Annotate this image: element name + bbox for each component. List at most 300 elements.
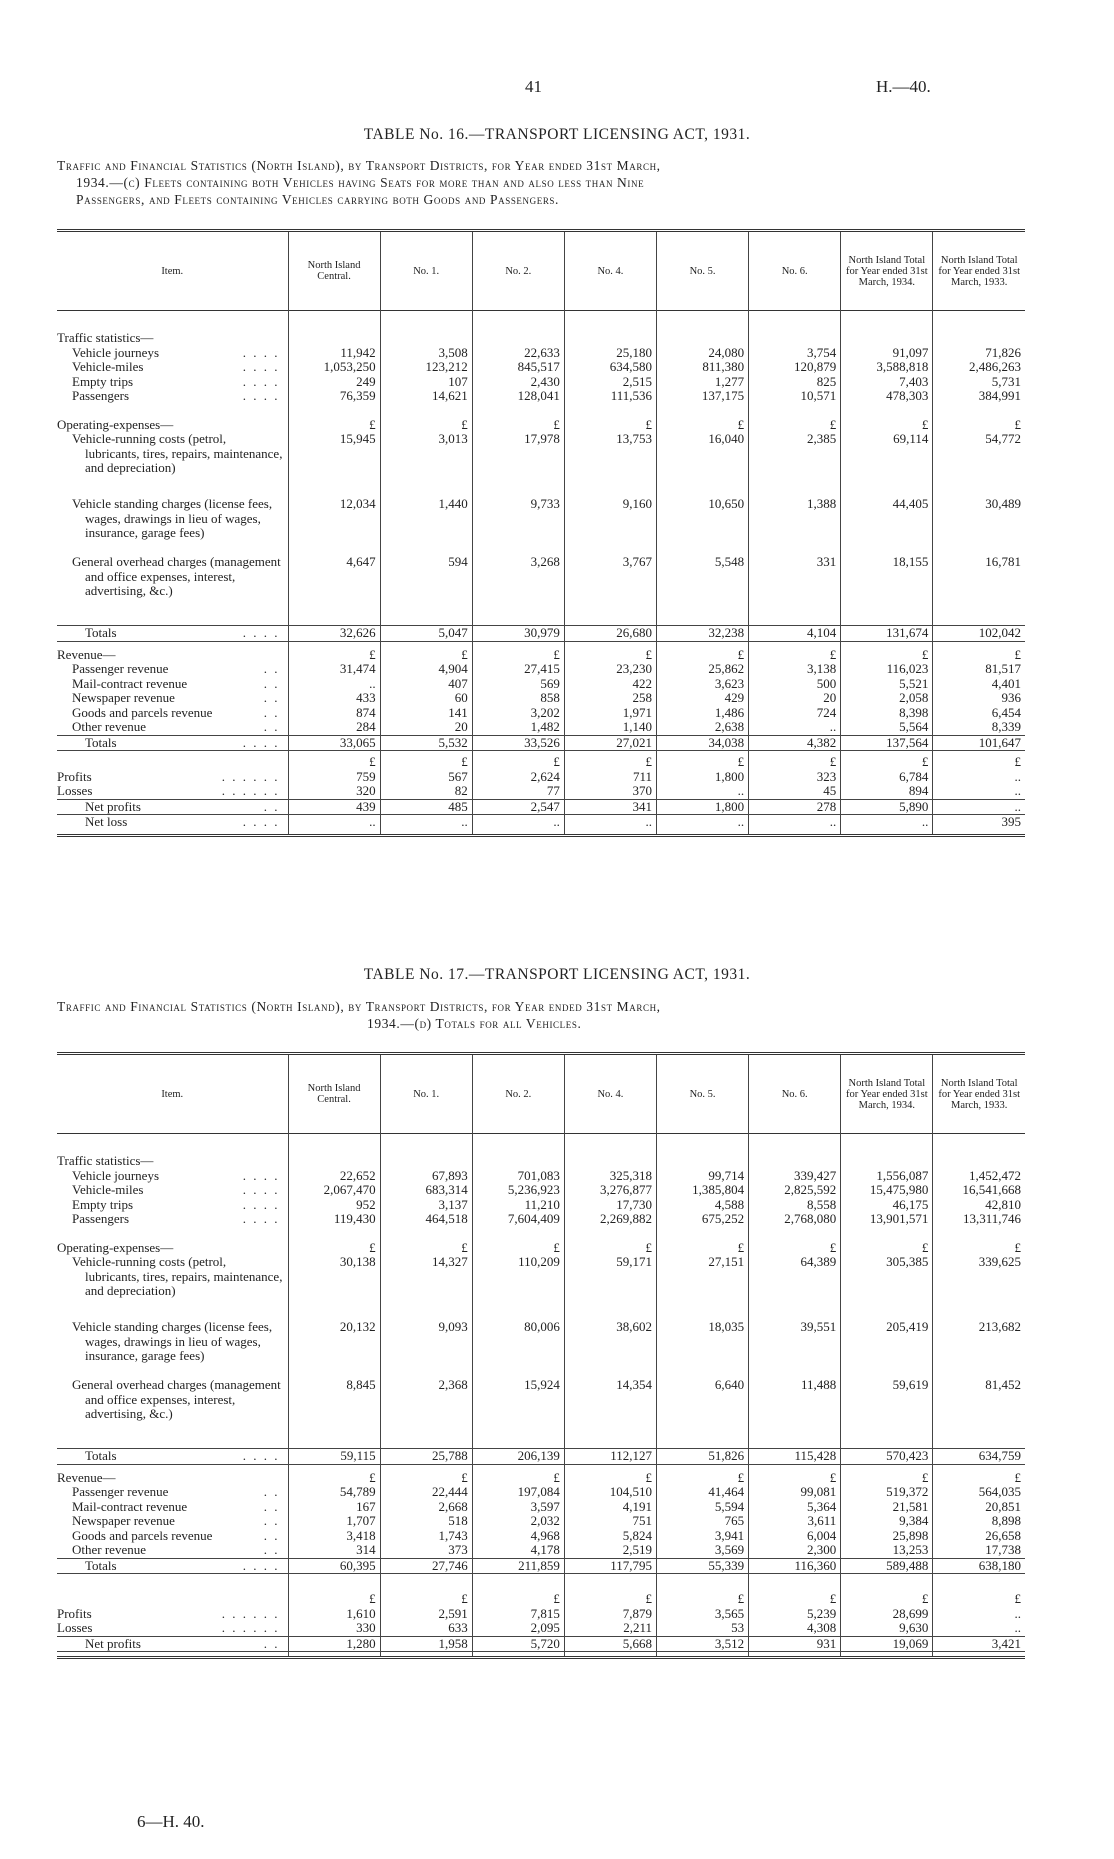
value-cell: 4,382 bbox=[749, 735, 841, 751]
value-cell: 701,083 bbox=[472, 1169, 564, 1184]
value-cell: .. bbox=[380, 815, 472, 830]
row-label-cell bbox=[57, 432, 288, 497]
spacer-cell bbox=[57, 1227, 288, 1241]
value-cell: 3,268 bbox=[472, 555, 564, 626]
spacer-cell bbox=[472, 1574, 564, 1593]
value-cell: 1,452,472 bbox=[933, 1169, 1025, 1184]
value-cell: 278 bbox=[749, 799, 841, 815]
value-cell: 206,139 bbox=[472, 1449, 564, 1465]
currency-cell: £ bbox=[657, 418, 749, 433]
row-label: Other revenue bbox=[72, 1542, 146, 1557]
value-cell: 81,452 bbox=[933, 1378, 1025, 1449]
table-row bbox=[57, 784, 1025, 799]
value-cell: 54,772 bbox=[933, 432, 1025, 497]
value-cell: 25,898 bbox=[841, 1529, 933, 1544]
spacer-cell bbox=[57, 1574, 288, 1593]
value-cell: .. bbox=[841, 815, 933, 830]
currency-cell: £ bbox=[564, 1471, 656, 1486]
row-label-cell bbox=[57, 1169, 288, 1184]
table-row bbox=[57, 1169, 1025, 1184]
currency-cell: £ bbox=[288, 755, 380, 770]
spacer-cell bbox=[657, 1134, 749, 1155]
currency-cell: £ bbox=[841, 648, 933, 663]
spacer-cell bbox=[657, 1574, 749, 1593]
value-cell: 370 bbox=[564, 784, 656, 799]
value-cell: 570,423 bbox=[841, 1449, 933, 1465]
value-cell: 5,047 bbox=[380, 626, 472, 642]
value-cell: 8,398 bbox=[841, 706, 933, 721]
row-label-cell bbox=[57, 677, 288, 692]
currency-cell: £ bbox=[933, 1592, 1025, 1607]
leader-dots: . . . . . . bbox=[221, 768, 280, 784]
value-cell: 3,013 bbox=[380, 432, 472, 497]
row-label: Totals bbox=[85, 1448, 117, 1463]
currency-cell: £ bbox=[472, 1592, 564, 1607]
table-row bbox=[57, 1449, 1025, 1465]
value-cell: 2,547 bbox=[472, 799, 564, 815]
table-row bbox=[57, 706, 1025, 721]
currency-cell: £ bbox=[657, 648, 749, 663]
currency-cell: £ bbox=[472, 648, 564, 663]
value-cell: 759 bbox=[288, 770, 380, 785]
value-cell: 1,053,250 bbox=[288, 360, 380, 375]
value-cell: 21,581 bbox=[841, 1500, 933, 1515]
spacer-cell bbox=[57, 404, 288, 418]
spacer-cell bbox=[933, 1227, 1025, 1241]
value-cell: 17,978 bbox=[472, 432, 564, 497]
spacer-cell bbox=[380, 830, 472, 836]
column-header: North Island Total for Year ended 31st March, 1933. bbox=[933, 1054, 1025, 1134]
value-cell: 4,178 bbox=[472, 1543, 564, 1558]
spacer-cell bbox=[749, 1134, 841, 1155]
value-cell: 634,759 bbox=[933, 1449, 1025, 1465]
value-cell: 4,968 bbox=[472, 1529, 564, 1544]
row-label-cell bbox=[57, 346, 288, 361]
table-row bbox=[57, 1378, 1025, 1449]
currency-cell: £ bbox=[380, 1241, 472, 1256]
column-header: No. 6. bbox=[749, 1054, 841, 1134]
currency-cell: £ bbox=[841, 1471, 933, 1486]
value-cell: 11,210 bbox=[472, 1198, 564, 1213]
row-label: Vehicle-running costs (petrol, lubricants, tires, repairs, maintenance, and depreciation) bbox=[72, 1254, 283, 1298]
spacer-row bbox=[57, 1652, 1025, 1658]
leader-dots: . . . . bbox=[242, 1211, 280, 1226]
spacer-cell bbox=[288, 404, 380, 418]
row-label: Passengers bbox=[72, 388, 130, 403]
spacer-cell bbox=[57, 1652, 288, 1658]
value-cell: 874 bbox=[288, 706, 380, 721]
value-cell: 633 bbox=[380, 1621, 472, 1636]
currency-row bbox=[57, 1592, 1025, 1607]
value-cell: 213,682 bbox=[933, 1320, 1025, 1378]
row-label-cell bbox=[57, 662, 288, 677]
value-cell: 1,707 bbox=[288, 1514, 380, 1529]
currency-cell: £ bbox=[657, 1241, 749, 1256]
table-row bbox=[57, 1198, 1025, 1213]
value-cell: 4,647 bbox=[288, 555, 380, 626]
value-cell: 5,668 bbox=[564, 1636, 656, 1652]
value-cell: 2,515 bbox=[564, 375, 656, 390]
value-cell: 567 bbox=[380, 770, 472, 785]
column-header: No. 2. bbox=[472, 231, 564, 311]
value-cell: 123,212 bbox=[380, 360, 472, 375]
leader-dots: . . . . bbox=[242, 625, 280, 640]
spacer-cell bbox=[749, 1652, 841, 1658]
value-cell: 4,191 bbox=[564, 1500, 656, 1515]
table-row bbox=[57, 497, 1025, 555]
value-cell: 2,486,263 bbox=[933, 360, 1025, 375]
value-cell: 9,384 bbox=[841, 1514, 933, 1529]
value-cell: 6,640 bbox=[657, 1378, 749, 1449]
row-label: Vehicle-miles bbox=[72, 1182, 144, 1197]
value-cell: 82 bbox=[380, 784, 472, 799]
value-cell: 3,767 bbox=[564, 555, 656, 626]
table-row bbox=[57, 1621, 1025, 1636]
table-row bbox=[57, 1558, 1025, 1574]
value-cell: 4,104 bbox=[749, 626, 841, 642]
spacer-cell bbox=[841, 404, 933, 418]
leader-dots: . . bbox=[263, 1527, 280, 1543]
value-cell: 478,303 bbox=[841, 389, 933, 404]
value-cell: 22,652 bbox=[288, 1169, 380, 1184]
section-heading-row bbox=[57, 418, 1025, 433]
table-row bbox=[57, 389, 1025, 404]
spacer-cell bbox=[933, 1134, 1025, 1155]
currency-cell: £ bbox=[749, 418, 841, 433]
value-cell: 104,510 bbox=[564, 1485, 656, 1500]
row-label-cell bbox=[57, 784, 288, 799]
value-cell: 107 bbox=[380, 375, 472, 390]
value-cell: 9,093 bbox=[380, 1320, 472, 1378]
row-label: Totals bbox=[85, 734, 117, 750]
value-cell: 3,202 bbox=[472, 706, 564, 721]
value-cell: 141 bbox=[380, 706, 472, 721]
value-cell: 38,602 bbox=[564, 1320, 656, 1378]
row-label: Goods and parcels revenue bbox=[72, 704, 213, 720]
value-cell: 17,738 bbox=[933, 1543, 1025, 1558]
value-cell: 116,360 bbox=[749, 1558, 841, 1574]
currency-cell: £ bbox=[564, 1241, 656, 1256]
value-cell: 2,591 bbox=[380, 1607, 472, 1622]
section-heading-row bbox=[57, 1154, 1025, 1169]
value-cell: 30,979 bbox=[472, 626, 564, 642]
value-cell: 41,464 bbox=[657, 1485, 749, 1500]
value-cell: 4,308 bbox=[749, 1621, 841, 1636]
row-label-cell bbox=[57, 1378, 288, 1449]
value-cell: 205,419 bbox=[841, 1320, 933, 1378]
value-cell: 99,714 bbox=[657, 1169, 749, 1184]
row-label-cell bbox=[57, 1592, 288, 1607]
value-cell: 331 bbox=[749, 555, 841, 626]
value-cell: 1,140 bbox=[564, 720, 656, 735]
row-label: Totals bbox=[85, 625, 117, 640]
value-cell: 110,209 bbox=[472, 1255, 564, 1320]
leader-dots: . . bbox=[263, 1542, 280, 1557]
value-cell: .. bbox=[933, 784, 1025, 799]
value-cell: 634,580 bbox=[564, 360, 656, 375]
currency-cell: £ bbox=[749, 1592, 841, 1607]
value-cell: 60,395 bbox=[288, 1558, 380, 1574]
value-cell: 28,699 bbox=[841, 1607, 933, 1622]
table-row bbox=[57, 799, 1025, 815]
spacer-cell bbox=[564, 404, 656, 418]
value-cell: 13,901,571 bbox=[841, 1212, 933, 1227]
row-label-cell bbox=[57, 1514, 288, 1529]
value-cell: 2,211 bbox=[564, 1621, 656, 1636]
value-cell: 33,065 bbox=[288, 735, 380, 751]
value-cell: 1,385,804 bbox=[657, 1183, 749, 1198]
spacer-cell bbox=[657, 1652, 749, 1658]
value-cell: 519,372 bbox=[841, 1485, 933, 1500]
row-label-cell bbox=[57, 691, 288, 706]
row-label-cell bbox=[57, 1212, 288, 1227]
value-cell: 10,650 bbox=[657, 497, 749, 555]
spacer-cell bbox=[57, 1134, 288, 1155]
column-header: Item. bbox=[161, 265, 184, 277]
value-cell: 69,114 bbox=[841, 432, 933, 497]
value-cell: 3,941 bbox=[657, 1529, 749, 1544]
spacer-cell bbox=[933, 311, 1025, 332]
spacer-cell bbox=[841, 1652, 933, 1658]
leader-dots: . . . . bbox=[242, 388, 280, 403]
value-cell: 8,898 bbox=[933, 1514, 1025, 1529]
leader-dots: . . bbox=[263, 1513, 280, 1528]
value-cell: 4,588 bbox=[657, 1198, 749, 1213]
value-cell: 931 bbox=[749, 1636, 841, 1652]
value-cell: 5,564 bbox=[841, 720, 933, 735]
value-cell: 1,800 bbox=[657, 799, 749, 815]
spacer-cell bbox=[472, 1652, 564, 1658]
value-cell: 429 bbox=[657, 691, 749, 706]
value-cell: .. bbox=[749, 815, 841, 830]
row-label: Vehicle standing charges (license fees, wages, drawings in lieu of wages, insurance, garage fees) bbox=[72, 496, 273, 540]
value-cell: 825 bbox=[749, 375, 841, 390]
section-heading-row bbox=[57, 648, 1025, 663]
value-cell: 3,512 bbox=[657, 1636, 749, 1652]
column-header: North Island Total for Year ended 31st March, 1934. bbox=[841, 1054, 933, 1134]
value-cell: 3,421 bbox=[933, 1636, 1025, 1652]
table17-subtitle bbox=[57, 998, 1025, 1032]
value-cell: 8,339 bbox=[933, 720, 1025, 735]
value-cell: 314 bbox=[288, 1543, 380, 1558]
row-label: Goods and parcels revenue bbox=[72, 1527, 213, 1543]
row-label: Net profits bbox=[85, 1635, 141, 1651]
row-label: Passengers bbox=[72, 1211, 130, 1226]
value-cell: 7,403 bbox=[841, 375, 933, 390]
value-cell: 439 bbox=[288, 799, 380, 815]
value-cell: 1,482 bbox=[472, 720, 564, 735]
currency-cell bbox=[472, 331, 564, 346]
table-row bbox=[57, 735, 1025, 751]
spacer-cell bbox=[933, 1574, 1025, 1593]
value-cell: 59,171 bbox=[564, 1255, 656, 1320]
value-cell: 9,733 bbox=[472, 497, 564, 555]
value-cell: 23,230 bbox=[564, 662, 656, 677]
value-cell: 4,904 bbox=[380, 662, 472, 677]
row-label-cell bbox=[57, 360, 288, 375]
leader-dots: . . bbox=[263, 1498, 280, 1514]
value-cell: 500 bbox=[749, 677, 841, 692]
row-label: Net loss bbox=[85, 814, 128, 829]
row-label-cell bbox=[57, 770, 288, 785]
spacer-cell bbox=[841, 830, 933, 836]
value-cell: 15,945 bbox=[288, 432, 380, 497]
table16-subtitle-line1: Traffic and Financial Statistics (North Island), by Transport Districts, for Year ended 31st March, bbox=[57, 158, 661, 173]
column-header: No. 6. bbox=[749, 231, 841, 311]
spacer-row bbox=[57, 830, 1025, 836]
value-cell: 433 bbox=[288, 691, 380, 706]
value-cell: 323 bbox=[749, 770, 841, 785]
value-cell: 17,730 bbox=[564, 1198, 656, 1213]
currency-cell: £ bbox=[749, 1471, 841, 1486]
value-cell: 6,004 bbox=[749, 1529, 841, 1544]
row-label: Vehicle journeys bbox=[72, 344, 160, 360]
value-cell: 683,314 bbox=[380, 1183, 472, 1198]
value-cell: 16,781 bbox=[933, 555, 1025, 626]
value-cell: 91,097 bbox=[841, 346, 933, 361]
column-header: No. 5. bbox=[657, 231, 749, 311]
value-cell: 845,517 bbox=[472, 360, 564, 375]
row-label-cell bbox=[57, 626, 288, 642]
column-header: North Island Central. bbox=[288, 231, 380, 311]
value-cell: 341 bbox=[564, 799, 656, 815]
leader-dots: . . bbox=[263, 704, 280, 720]
value-cell: 59,619 bbox=[841, 1378, 933, 1449]
value-cell: 112,127 bbox=[564, 1449, 656, 1465]
spacer-cell bbox=[564, 830, 656, 836]
table-row bbox=[57, 1636, 1025, 1652]
spacer-cell bbox=[472, 404, 564, 418]
currency-cell: £ bbox=[472, 1241, 564, 1256]
currency-cell: £ bbox=[472, 418, 564, 433]
currency-cell: £ bbox=[749, 648, 841, 663]
table17-title: TABLE No. 17.—TRANSPORT LICENSING ACT, 1931. bbox=[363, 966, 751, 983]
value-cell: .. bbox=[657, 784, 749, 799]
value-cell: 9,630 bbox=[841, 1621, 933, 1636]
currency-cell: £ bbox=[749, 755, 841, 770]
currency-cell bbox=[841, 1154, 933, 1169]
value-cell: .. bbox=[749, 720, 841, 735]
page-number: 41 bbox=[525, 77, 542, 96]
spacer-cell bbox=[933, 404, 1025, 418]
value-cell: 99,081 bbox=[749, 1485, 841, 1500]
value-cell: 14,327 bbox=[380, 1255, 472, 1320]
section-heading: Traffic statistics— bbox=[57, 1153, 154, 1168]
row-label-cell bbox=[57, 389, 288, 404]
value-cell: 638,180 bbox=[933, 1558, 1025, 1574]
spacer-cell bbox=[933, 830, 1025, 836]
leader-dots: . . . . . . bbox=[221, 783, 280, 798]
value-cell: 3,138 bbox=[749, 662, 841, 677]
value-cell: 131,674 bbox=[841, 626, 933, 642]
currency-cell: £ bbox=[933, 648, 1025, 663]
header-row bbox=[57, 231, 1025, 311]
value-cell: 25,180 bbox=[564, 346, 656, 361]
currency-cell bbox=[749, 331, 841, 346]
column-header: North Island Central. bbox=[288, 1054, 380, 1134]
value-cell: 60 bbox=[380, 691, 472, 706]
value-cell: 16,040 bbox=[657, 432, 749, 497]
value-cell: 2,300 bbox=[749, 1543, 841, 1558]
row-label: Net profits bbox=[85, 798, 141, 814]
value-cell: 137,175 bbox=[657, 389, 749, 404]
currency-cell: £ bbox=[657, 1471, 749, 1486]
value-cell: 464,518 bbox=[380, 1212, 472, 1227]
spacer-cell bbox=[380, 1652, 472, 1658]
value-cell: 7,815 bbox=[472, 1607, 564, 1622]
row-label-cell bbox=[57, 1621, 288, 1636]
value-cell: 518 bbox=[380, 1514, 472, 1529]
row-label: Passenger revenue bbox=[72, 1484, 169, 1499]
currency-cell: £ bbox=[564, 1592, 656, 1607]
value-cell: 2,095 bbox=[472, 1621, 564, 1636]
section-heading: Operating-expenses— bbox=[57, 1239, 174, 1255]
value-cell: 33,526 bbox=[472, 735, 564, 751]
spacer-cell bbox=[749, 1227, 841, 1241]
row-label: Profits bbox=[57, 768, 92, 784]
table17-subtitle-line2: 1934.—(d) Totals for all Vehicles. bbox=[367, 1016, 582, 1031]
value-cell: 101,647 bbox=[933, 735, 1025, 751]
value-cell: 952 bbox=[288, 1198, 380, 1213]
row-label-cell bbox=[57, 755, 288, 770]
value-cell: 2,067,470 bbox=[288, 1183, 380, 1198]
currency-cell: £ bbox=[933, 1471, 1025, 1486]
value-cell: 5,364 bbox=[749, 1500, 841, 1515]
currency-cell: £ bbox=[841, 755, 933, 770]
currency-cell: £ bbox=[472, 755, 564, 770]
value-cell: 13,753 bbox=[564, 432, 656, 497]
table-row bbox=[57, 1183, 1025, 1198]
row-label-cell bbox=[57, 799, 288, 815]
spacer-cell bbox=[564, 311, 656, 332]
value-cell: 3,276,877 bbox=[564, 1183, 656, 1198]
spacer-cell bbox=[749, 830, 841, 836]
value-cell: 76,359 bbox=[288, 389, 380, 404]
value-cell: 115,428 bbox=[749, 1449, 841, 1465]
value-cell: 2,825,592 bbox=[749, 1183, 841, 1198]
currency-cell: £ bbox=[380, 1471, 472, 1486]
leader-dots: . . . . bbox=[242, 1448, 280, 1463]
leader-dots: . . . . bbox=[242, 359, 280, 374]
value-cell: 858 bbox=[472, 691, 564, 706]
value-cell: 51,826 bbox=[657, 1449, 749, 1465]
row-label: Empty trips bbox=[72, 373, 134, 389]
row-label: Passenger revenue bbox=[72, 661, 169, 676]
currency-cell: £ bbox=[472, 1471, 564, 1486]
value-cell: 5,594 bbox=[657, 1500, 749, 1515]
value-cell: 5,720 bbox=[472, 1636, 564, 1652]
row-label: General overhead charges (management and office expenses, interest, advertising, &c.) bbox=[72, 1377, 281, 1421]
row-label-cell bbox=[57, 497, 288, 555]
value-cell: 3,418 bbox=[288, 1529, 380, 1544]
row-label: General overhead charges (management and office expenses, interest, advertising, &c.) bbox=[72, 554, 281, 598]
value-cell: 22,444 bbox=[380, 1485, 472, 1500]
currency-cell bbox=[749, 1154, 841, 1169]
currency-cell: £ bbox=[288, 1592, 380, 1607]
row-label: Vehicle-running costs (petrol, lubricants, tires, repairs, maintenance, and depreciation) bbox=[72, 431, 283, 475]
spacer-cell bbox=[564, 1574, 656, 1593]
value-cell: 9,160 bbox=[564, 497, 656, 555]
value-cell: 5,521 bbox=[841, 677, 933, 692]
table-row bbox=[57, 1607, 1025, 1622]
row-label-cell bbox=[57, 1636, 288, 1652]
value-cell: 167 bbox=[288, 1500, 380, 1515]
value-cell: 31,474 bbox=[288, 662, 380, 677]
column-header: Item. bbox=[161, 1088, 184, 1100]
value-cell: 589,488 bbox=[841, 1558, 933, 1574]
currency-cell: £ bbox=[288, 648, 380, 663]
table16-subtitle-line3: Passengers, and Fleets containing Vehicles carrying both Goods and Passengers. bbox=[76, 192, 560, 207]
